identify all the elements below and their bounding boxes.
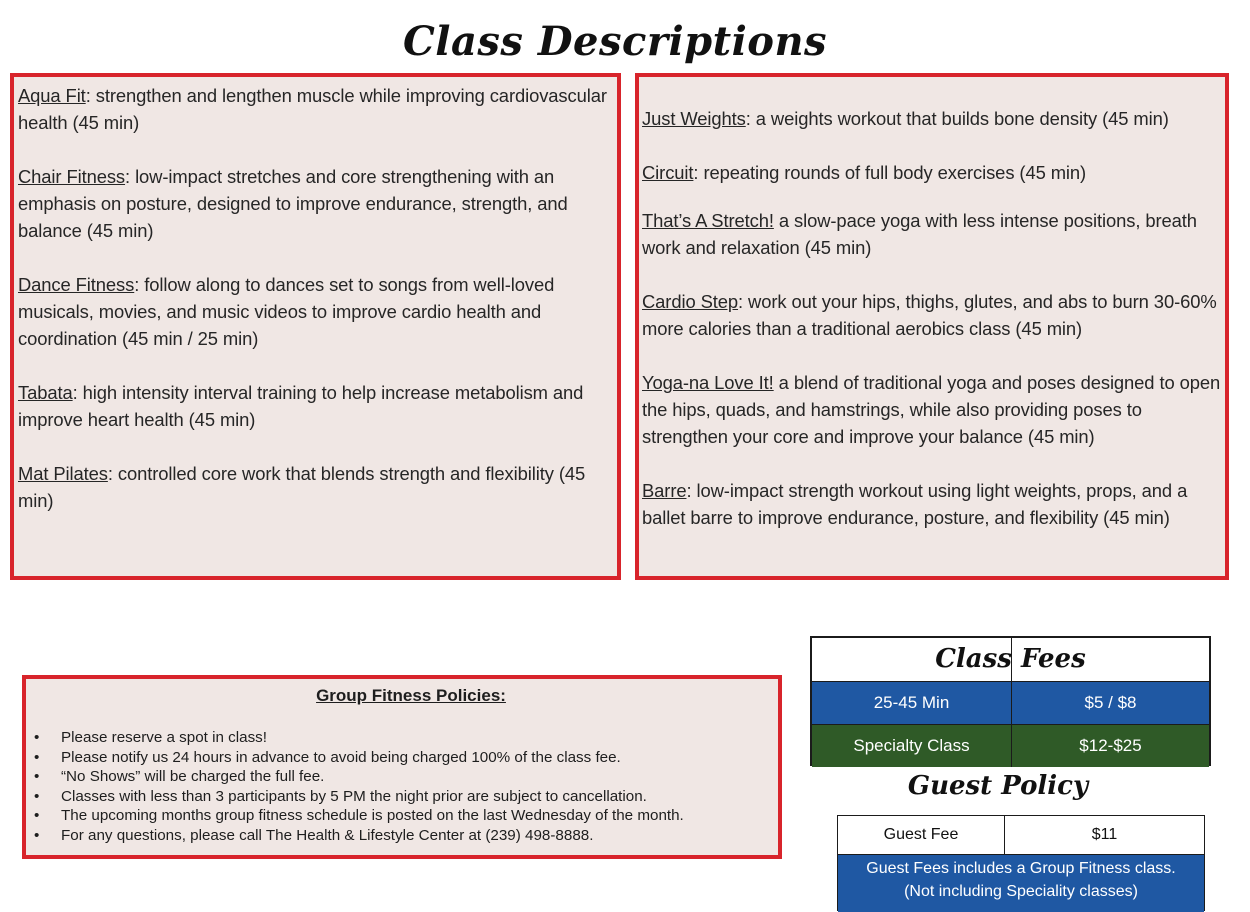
class-description	[18, 163, 613, 244]
guest-policy-title: Guest Policy	[907, 771, 1089, 801]
right-class-panel	[635, 73, 1229, 580]
class-description	[18, 271, 613, 352]
class-description	[18, 82, 613, 136]
policy-item: • Please reserve a spot in class!	[34, 728, 758, 748]
guest-note-line: (Not including Speciality classes)	[904, 883, 1138, 900]
class-detail: : strengthen and lengthen muscle while improving cardiovascular health (45 min)	[18, 85, 607, 133]
class-name: Cardio Step	[642, 291, 739, 312]
class-fees-table	[810, 636, 1211, 766]
class-description	[642, 288, 1223, 342]
class-description	[642, 105, 1223, 132]
class-description	[642, 477, 1223, 531]
guest-fee-label: Guest Fee	[883, 826, 959, 843]
page-title: Class Descriptions	[402, 18, 828, 65]
class-description	[18, 379, 613, 433]
guest-fee-price: $11	[1004, 816, 1204, 854]
fee-price: $5 / $8	[1011, 682, 1209, 724]
class-name: Aqua Fit	[18, 85, 86, 106]
class-description	[642, 159, 1223, 186]
policies-list	[34, 728, 758, 845]
class-fees-header	[812, 638, 1209, 682]
fee-row	[812, 725, 1209, 767]
guest-fee-note	[838, 855, 1204, 912]
class-detail: : high intensity interval training to help increase metabolism and improve heart health (45 min)	[18, 382, 584, 430]
class-detail: : repeating rounds of full body exercises (45 min)	[693, 162, 1087, 183]
policy-item: • “No Shows” will be charged the full fee.	[34, 767, 758, 787]
class-name: That’s A Stretch!	[642, 210, 774, 231]
class-name: Dance Fitness	[18, 274, 135, 295]
policy-item: • Classes with less than 3 participants by 5 PM the night prior are subject to cancellation.	[34, 787, 758, 807]
class-description	[642, 369, 1223, 450]
class-detail: : low-impact strength workout using light weights, props, and a ballet barre to improve endurance, posture, and flexibility (45 min)	[642, 480, 1188, 528]
policy-item: • For any questions, please call The Health & Lifestyle Center at (239) 498-8888.	[34, 826, 758, 846]
guest-policy-table	[837, 815, 1205, 911]
guest-note-line: Guest Fees includes a Group Fitness class.	[866, 860, 1176, 877]
policies-title: Group Fitness Policies:	[316, 686, 506, 705]
class-name: Circuit	[642, 162, 694, 183]
left-class-panel	[10, 73, 621, 580]
fee-price: $12-$25	[1011, 725, 1209, 767]
fee-label: 25-45 Min	[873, 693, 950, 712]
class-detail: a blend of traditional yoga and poses designed to open the hips, quads, and hamstrings, while also providing poses to strengthen your core and improve your balance (45 min)	[642, 372, 1221, 447]
class-detail: : a weights workout that builds bone density (45 min)	[745, 108, 1169, 129]
class-name: Tabata	[18, 382, 73, 403]
class-name: Chair Fitness	[18, 166, 126, 187]
class-fees-title: Class Fees	[935, 644, 1086, 674]
class-description	[18, 460, 613, 514]
class-detail: : work out your hips, thighs, glutes, and abs to burn 30-60% more calories than a traditional aerobics class (45 min)	[642, 291, 1217, 339]
class-detail: : low-impact stretches and core strengthening with an emphasis on posture, designed to improve endurance, strength, and balance (45 min)	[18, 166, 568, 241]
class-detail: a slow-pace yoga with less intense positions, breath work and relaxation (45 min)	[642, 210, 1197, 258]
fee-label: Specialty Class	[853, 736, 970, 755]
group-fitness-policies	[22, 675, 782, 859]
policy-item: • Please notify us 24 hours in advance to avoid being charged 100% of the class fee.	[34, 748, 758, 768]
class-name: Mat Pilates	[18, 463, 108, 484]
class-name: Just Weights	[642, 108, 746, 129]
policy-item: • The upcoming months group fitness schedule is posted on the last Wednesday of the month.	[34, 806, 758, 826]
fee-row	[812, 682, 1209, 725]
class-name: Barre	[642, 480, 687, 501]
class-detail: : controlled core work that blends strength and flexibility (45 min)	[18, 463, 586, 511]
class-detail: : follow along to dances set to songs from well-loved musicals, movies, and music videos to improve cardio health and coordination (45 min / 25 min)	[18, 274, 555, 349]
guest-fee-row	[838, 816, 1204, 855]
class-description	[642, 207, 1223, 261]
class-name: Yoga-na Love It!	[642, 372, 774, 393]
